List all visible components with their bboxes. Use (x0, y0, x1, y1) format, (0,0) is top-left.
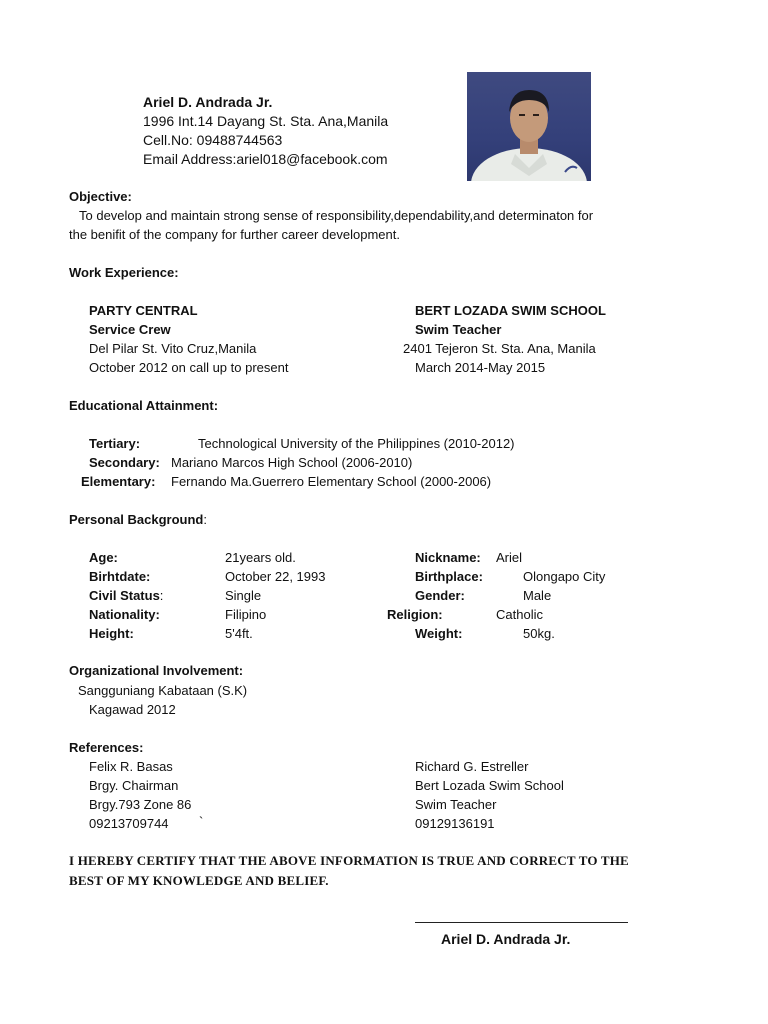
org-line-2: Kagawad 2012 (89, 702, 176, 717)
cell-number: Cell.No: 09488744563 (143, 132, 283, 148)
job-1-role: Service Crew (89, 322, 171, 337)
address: 1996 Int.14 Dayang St. Sta. Ana,Manila (143, 113, 389, 129)
civil-status-label (89, 588, 163, 604)
height-label: Height: (89, 626, 134, 641)
education-heading: Educational Attainment: (69, 398, 219, 413)
religion-label: Religion: (387, 607, 443, 622)
height-value: 5'4ft. (225, 626, 253, 641)
civil-status-colon: : (159, 588, 164, 603)
birthdate-label: Birhtdate: (89, 569, 151, 584)
personal-heading-colon: : (203, 512, 207, 527)
job-1-company: PARTY CENTRAL (89, 303, 198, 318)
tertiary-label: Tertiary: (89, 436, 141, 451)
ref-2-name: Richard G. Estreller (415, 759, 529, 774)
birthplace-value: Olongapo City (523, 569, 606, 584)
ref-2-phone: 09129136191 (415, 816, 495, 831)
job-2-company: BERT LOZADA SWIM SCHOOL (415, 303, 606, 318)
civil-status-label-text: Civil Status (89, 588, 160, 603)
applicant-name: Ariel D. Andrada Jr. (143, 94, 273, 110)
references-heading: References: (69, 740, 144, 755)
objective-line-1: To develop and maintain strong sense of responsibility,dependability,and determinaton for (79, 208, 594, 223)
objective-heading: Objective: (69, 189, 132, 204)
personal-heading (69, 512, 207, 528)
certification-line-2: BEST OF MY KNOWLEDGE AND BELIEF. (69, 873, 329, 888)
ref-1-stray-mark: ` (199, 814, 204, 829)
civil-status-value: Single (225, 588, 262, 603)
secondary-label: Secondary: (89, 455, 160, 470)
age-label: Age: (89, 550, 118, 565)
signature-name: Ariel D. Andrada Jr. (441, 931, 571, 947)
org-heading: Organizational Involvement: (69, 663, 244, 678)
gender-value: Male (523, 588, 552, 603)
tertiary-value: Technological University of the Philippines (2010-2012) (198, 436, 515, 451)
objective-line-2: the benifit of the company for further career development. (69, 227, 400, 242)
nationality-label: Nationality: (89, 607, 160, 622)
nationality-value: Filipino (225, 607, 267, 622)
elementary-value: Fernando Ma.Guerrero Elementary School (2000-2006) (171, 474, 492, 489)
ref-1-address: Brgy.793 Zone 86 (89, 797, 192, 812)
work-heading: Work Experience: (69, 265, 179, 280)
job-2-location: 2401 Tejeron St. Sta. Ana, Manila (403, 341, 596, 356)
nickname-value: Ariel (496, 550, 523, 565)
weight-label: Weight: (415, 626, 463, 641)
job-1-location: Del Pilar St. Vito Cruz,Manila (89, 341, 257, 356)
personal-heading-text: Personal Background (69, 512, 204, 527)
ref-1-phone: 09213709744 (89, 816, 169, 831)
profile-photo (467, 72, 591, 181)
ref-2-organization: Bert Lozada Swim School (415, 778, 564, 793)
org-line-1: Sangguniang Kabataan (S.K) (78, 683, 248, 698)
job-2-role: Swim Teacher (415, 322, 502, 337)
secondary-value: Mariano Marcos High School (2006-2010) (171, 455, 413, 470)
gender-label: Gender: (415, 588, 465, 603)
job-2-period: March 2014-May 2015 (415, 360, 546, 375)
nickname-label: Nickname: (415, 550, 481, 565)
elementary-label: Elementary: (81, 474, 156, 489)
birthdate-value: October 22, 1993 (225, 569, 326, 584)
weight-value: 50kg. (523, 626, 555, 641)
religion-value: Catholic (496, 607, 543, 622)
certification-line-1: I HEREBY CERTIFY THAT THE ABOVE INFORMATION IS TRUE AND CORRECT TO THE (69, 853, 629, 868)
email-address: Email Address:ariel018@facebook.com (143, 151, 388, 167)
ref-2-title: Swim Teacher (415, 797, 497, 812)
ref-1-name: Felix R. Basas (89, 759, 173, 774)
birthplace-label: Birthplace: (415, 569, 483, 584)
age-value: 21years old. (225, 550, 296, 565)
ref-1-title: Brgy. Chairman (89, 778, 179, 793)
job-1-period: October 2012 on call up to present (89, 360, 289, 375)
signature-line (415, 922, 628, 923)
